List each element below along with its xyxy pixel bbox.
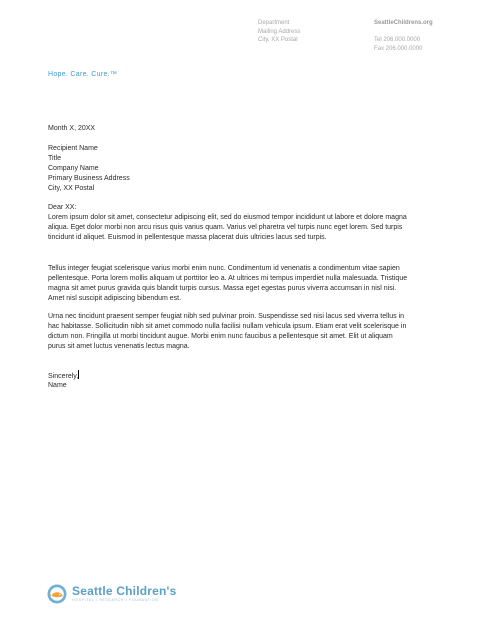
logo-wordmark bbox=[72, 585, 176, 603]
footer-logo bbox=[47, 583, 176, 605]
body-paragraph-1[interactable]: Lorem ipsum dolor sit amet, consectetur adipiscing elit, sed do eiusmod tempor incididunt ut labore et dolore magna aliqua. Eget dolor morbi non arcu risus quis varius quam. Varius vel pharetra vel turpis nunc eget lorem. Sed turpis tincidunt id aliquet. Euismod in pellentesque massa placerat duis ultricies lacus sed turpis. bbox=[48, 214, 407, 241]
recipient-company[interactable]: Company Name bbox=[48, 165, 99, 172]
header-city-postal: City, XX Postal bbox=[258, 37, 298, 43]
text-cursor bbox=[78, 370, 79, 379]
logo-subtitle: HOSPITAL • RESEARCH • FOUNDATION bbox=[72, 598, 159, 602]
header-mailing-address: Mailing Address bbox=[258, 28, 301, 35]
tagline: Hope. Care. Cure.™ bbox=[48, 71, 118, 78]
header-contact-block bbox=[374, 19, 433, 53]
recipient-title[interactable]: Title bbox=[48, 155, 61, 162]
body-paragraph-3[interactable]: Urna nec tincidunt praesent semper feugiat nibh sed pulvinar proin. Suspendisse sed nisi lacus sed viverra tellus in hac habitasse. Sollicitudin nibh sit amet commodo nulla facilisi nullam vehicula ipsum. Etiam erat velit scelerisque in dictum non. Fringilla ut morbi tincidunt augue. Morbi enim nunc faucibus a pellentesque sit amet. Elit ut aliquam purus sit amet luctus venenatis lectus magna. bbox=[48, 313, 407, 350]
recipient-city-postal[interactable]: City, XX Postal bbox=[48, 185, 95, 192]
letter-closing[interactable]: Sincerely, bbox=[48, 373, 79, 380]
header-tel: Tel 206.000.0000 bbox=[374, 37, 421, 43]
header-department: Department bbox=[258, 20, 290, 26]
letter-date[interactable]: Month X, 20XX bbox=[48, 125, 96, 132]
body-paragraph-2[interactable]: Tellus integer feugiat scelerisque varius morbi enim nunc. Condimentum id venenatis a condimentum vitae sapien pellentesque. Porta lorem mollis aliquam ut porttitor leo a. At ultrices mi tempus imperdiet nulla malesuada. Tristique magna sit amet purus gravida quis blandit turpis cursus. Massa eget egestas purus viverra accumsan in nisl nisi. Amet nisl suscipit adipiscing bibendum est. bbox=[48, 265, 408, 302]
whale-logo-icon bbox=[47, 584, 67, 604]
recipient-block[interactable] bbox=[48, 144, 408, 194]
letter-greeting[interactable]: Dear XX: bbox=[48, 204, 77, 211]
header-website: SeattleChildrens.org bbox=[374, 20, 433, 26]
header-fax: Fax 206.000.0000 bbox=[374, 45, 423, 52]
signature-name[interactable]: Name bbox=[48, 382, 67, 389]
logo-name: Seattle Children's bbox=[72, 584, 177, 598]
header-spacer bbox=[374, 28, 433, 37]
recipient-address[interactable]: Primary Business Address bbox=[48, 175, 130, 182]
header-address-block bbox=[258, 19, 300, 45]
recipient-name[interactable]: Recipient Name bbox=[48, 145, 98, 152]
